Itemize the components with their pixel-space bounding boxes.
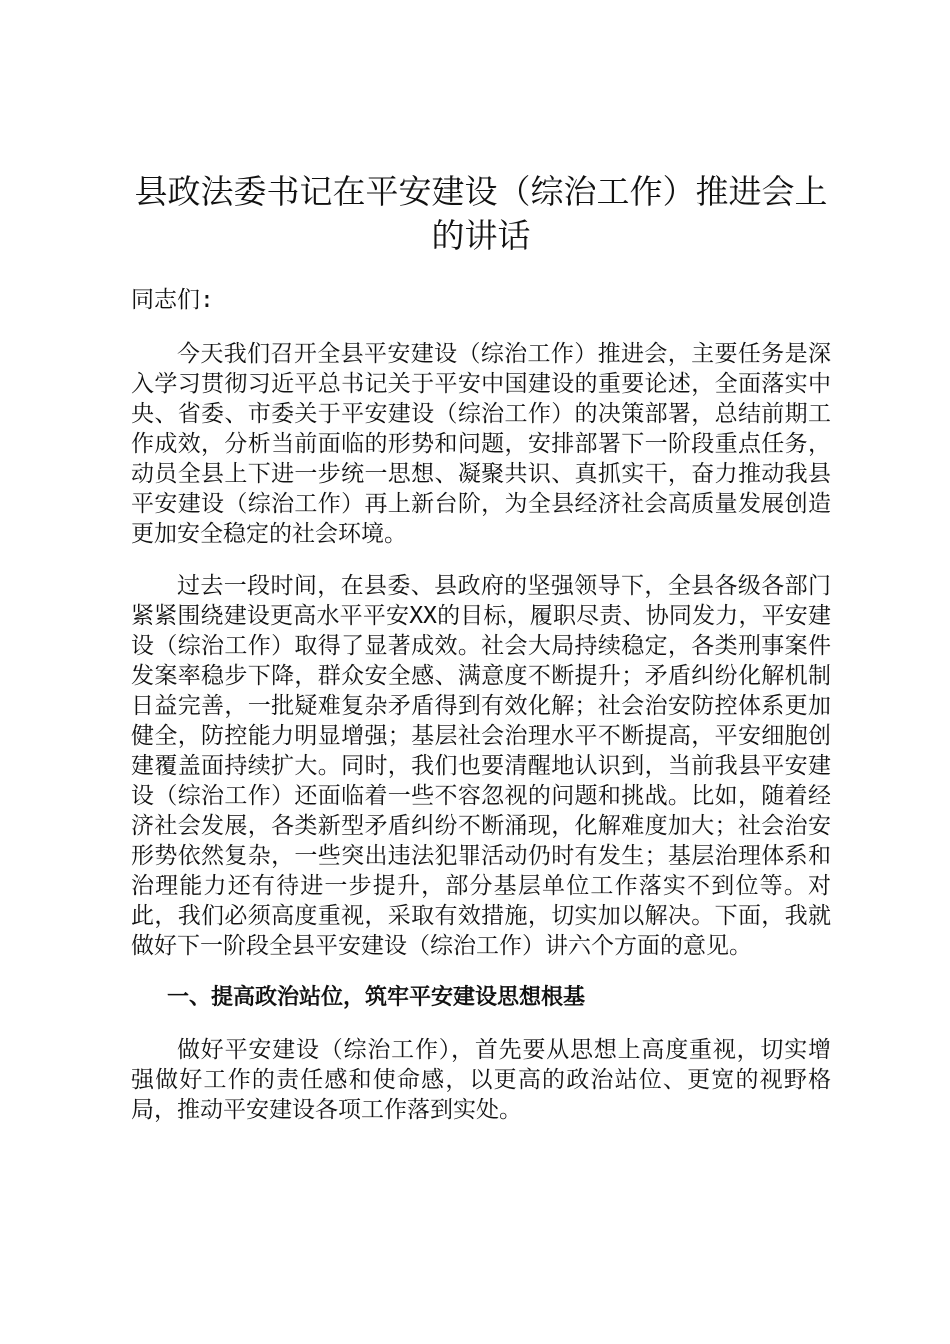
document-page [131, 170, 831, 1147]
review-paragraph: 过去一段时间，在县委、县政府的坚强领导下，全县各级各部门紧紧围绕建设更高水平平安XX的目标，履职尽责、协同发力，平安建设（综治工作）取得了显著成效。社会大局持续稳定，各类刑事案件发案率稳步下降，群众安全感、满意度不断提升；矛盾纠纷化解机制日益完善，一批疑难复杂矛盾得到有效化解；社会治安防控体系更加健全，防控能力明显增强；基层社会治理水平不断提高，平安细胞创建覆盖面持续扩大。同时，我们也要清醒地认识到，当前我县平安建设（综治工作）还面临着一些不容忽视的问题和挑战。比如，随着经济社会发展，各类新型矛盾纠纷不断涌现，化解难度加大；社会治安形势依然复杂，一些突出违法犯罪活动仍时有发生；基层治理体系和治理能力还有待进一步提升，部分基层单位工作落实不到位等。对此，我们必须高度重视，采取有效措施，切实加以解决。下面，我就做好下一阶段全县平安建设（综治工作）讲六个方面的意见。 [131, 573, 831, 959]
document-title: 县政法委书记在平安建设（综治工作）推进会上的讲话 [134, 172, 828, 255]
salutation: 同志们: [131, 287, 214, 313]
section-paragraph: 做好平安建设（综治工作），首先要从思想上高度重视，切实增强做好工作的责任感和使命感，以更高的政治站位、更宽的视野格局，推动平安建设各项工作落到实处。 [131, 1037, 831, 1123]
section-heading: 一、提高政治站位，筑牢平安建设思想根基 [167, 985, 586, 1010]
intro-paragraph: 今天我们召开全县平安建设（综治工作）推进会，主要任务是深入学习贯彻习近平总书记关于平安中国建设的重要论述，全面落实中央、省委、市委关于平安建设（综治工作）的决策部署，总结前期工作成效，分析当前面临的形势和问题，安排部署下一阶段重点任务，动员全县上下进一步统一思想、凝聚共识、真抓实干，奋力推动我县平安建设（综治工作）再上新台阶，为全县经济社会高质量发展创造更加安全稳定的社会环境。 [131, 341, 831, 547]
